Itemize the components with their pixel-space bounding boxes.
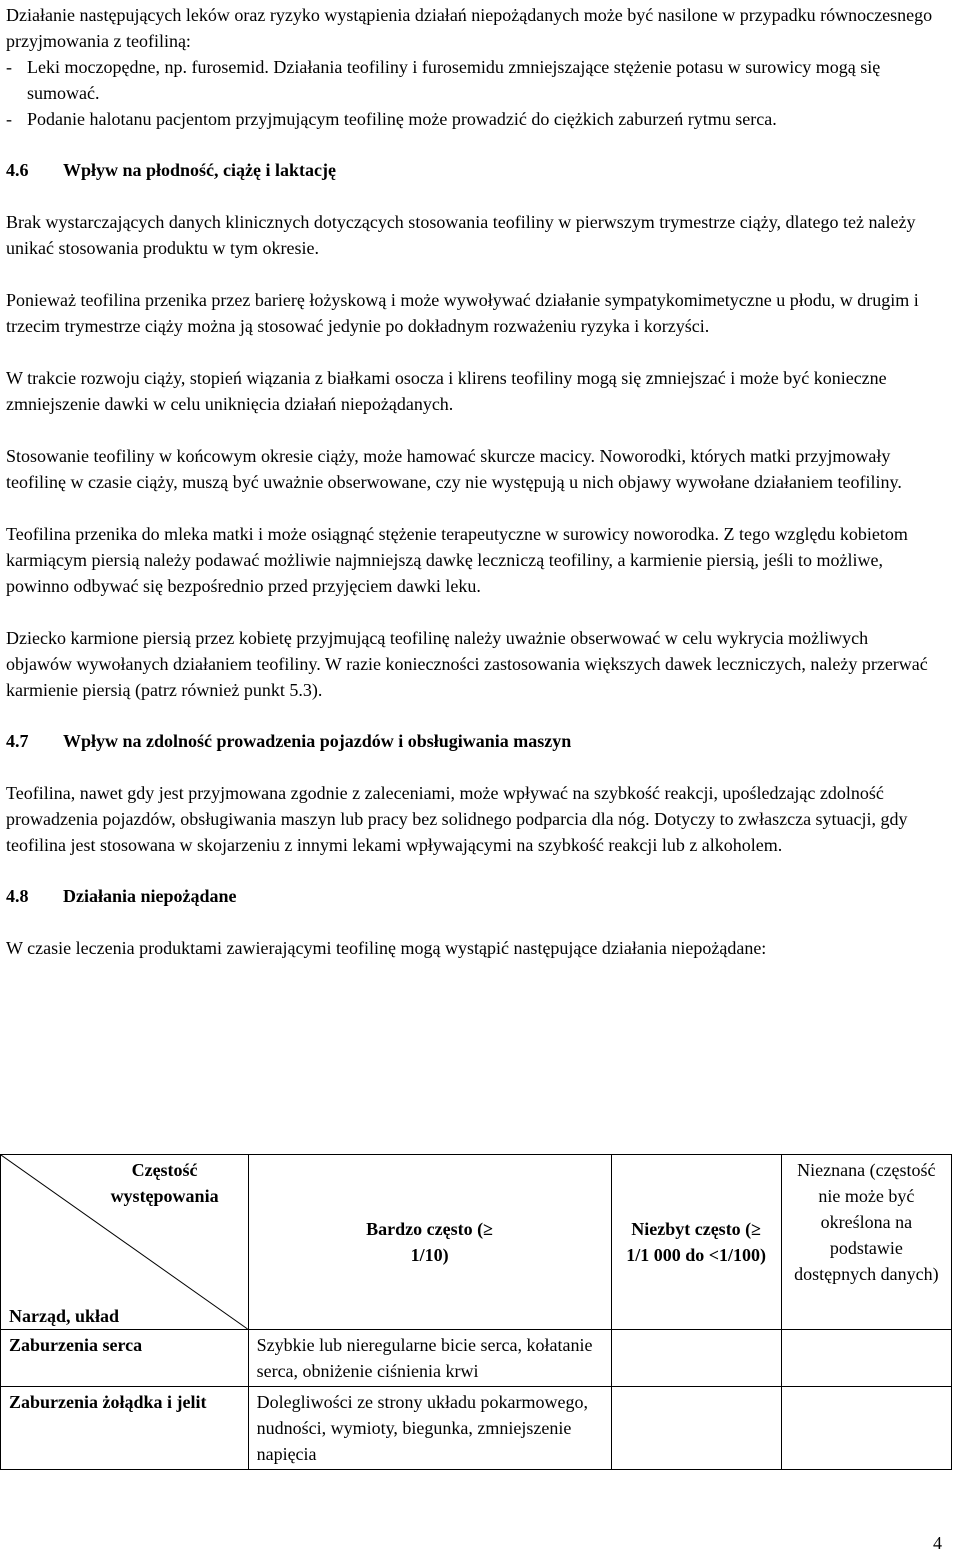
document-page [6,0,936,961]
unknown-cell [781,1330,951,1387]
section-heading-4-7 [6,728,936,754]
paragraph: Teofilina przenika do mleka matki i może osiągnąć stężenie terapeutyczne w surowicy noworodka. Z tego względu kobietom karmiącym piersią należy podawać możliwie najmniejszą dawkę leczniczą teofiliny, a karmienie piersią, jeśli to możliwe, powinno odbywać się bezpośrednio przed przyjęciem dawki leku. [6,524,908,596]
paragraph: Teofilina, nawet gdy jest przyjmowana zgodnie z zaleceniami, może wpływać na szybkość reakcji, upośledzając zdolność prowadzenia pojazdów, obsługiwania maszyn lub pracy bez solidnego podparcia dla nóg. Dotyczy to zwłaszcza sytuacji, gdy teofilina jest stosowana w skojarzeniu z innymi lekami wpływającymi na szybkość reakcji lub z alkoholem. [6,783,908,855]
paragraph: W czasie leczenia produktami zawierającymi teofilinę mogą wystąpić następujące działania niepożądane: [6,938,767,958]
section-heading-4-6 [6,157,936,183]
uncommon-cell [611,1387,781,1470]
column-header-very-common: Bardzo często (≥ 1/10) [248,1155,611,1330]
very-common-cell: Dolegliwości ze strony układu pokarmowego, nudności, wymioty, biegunka, zmniejszenie napięcia [248,1387,611,1470]
list-dash: - [6,109,12,129]
section-title: Wpływ na zdolność prowadzenia pojazdów i obsługiwania maszyn [63,731,572,751]
list-item-text: Podanie halotanu pacjentom przyjmującym teofilinę może prowadzić do ciężkich zaburzeń rytmu serca. [27,109,777,129]
adverse-effects-table [0,1154,952,1470]
uncommon-cell [611,1330,781,1387]
paragraph: Ponieważ teofilina przenika przez barierę łożyskową i może wywoływać działanie sympatykomimetyczne u płodu, w drugim i trzecim trymestrze ciąży można ją stosować jedynie po dokładnym rozważeniu ryzyka i korzyści. [6,290,919,336]
paragraph: Dziecko karmione piersią przez kobietę przyjmującą teofilinę należy uważnie obserwować w celu wykrycia możliwych objawów wywołanych działaniem teofiliny. W razie konieczności zastosowania większych dawek leczniczych, należy przerwać karmienie piersią (patrz również punkt 5.3). [6,628,928,700]
column-header-uncommon: Niezbyt często (≥ 1/1 000 do <1/100) [611,1155,781,1330]
unknown-cell [781,1387,951,1470]
list-item-text: Leki moczopędne, np. furosemid. Działania teofiliny i furosemidu zmniejszające stężenie potasu w surowicy mogą się sumować. [27,57,881,103]
section-number: 4.7 [6,731,29,751]
section-title: Działania niepożądane [63,886,237,906]
paragraph: Stosowanie teofiliny w końcowym okresie ciąży, może hamować skurcze macicy. Noworodki, których matki przyjmowały teofilinę w czasie ciąży, muszą być uważnie obserwowane, czy nie występują u nich objawy wywołane działaniem teofiliny. [6,446,902,492]
table-header-row [1,1155,952,1330]
page-number: 4 [933,1533,942,1553]
organ-header-label: Narząd, układ [9,1306,120,1326]
list-item [6,54,936,106]
section-number: 4.6 [6,160,29,180]
list-dash: - [6,57,12,77]
section-title: Wpływ na płodność, ciążę i laktację [63,160,336,180]
column-header-unknown: Nieznana (częstość nie może być określona na podstawie dostępnych danych) [781,1155,951,1330]
table-row [1,1387,952,1470]
corner-header-cell [1,1155,249,1330]
list-item [6,106,936,132]
organ-cell: Zaburzenia serca [1,1330,249,1387]
interactions-intro-text: Działanie następujących leków oraz ryzyko wystąpienia działań niepożądanych może być nasilone w przypadku równoczesnego przyjmowania z teofiliną: [6,5,933,51]
paragraph: Brak wystarczających danych klinicznych dotyczących stosowania teofiliny w pierwszym trymestrze ciąży, dlatego też należy unikać stosowania produktu w tym okresie. [6,212,916,258]
organ-cell: Zaburzenia żołądka i jelit [1,1387,249,1470]
table-row [1,1330,952,1387]
section-heading-4-8 [6,883,936,909]
section-number: 4.8 [6,886,29,906]
very-common-cell: Szybkie lub nieregularne bicie serca, kołatanie serca, obniżenie ciśnienia krwi [248,1330,611,1387]
paragraph: W trakcie rozwoju ciąży, stopień wiązania z białkami osocza i klirens teofiliny mogą się zmniejszać i może być konieczne zmniejszenie dawki w celu uniknięcia działań niepożądanych. [6,368,887,414]
frequency-header-label: Częstość występowania [110,1160,219,1206]
interactions-continuation [6,0,936,132]
